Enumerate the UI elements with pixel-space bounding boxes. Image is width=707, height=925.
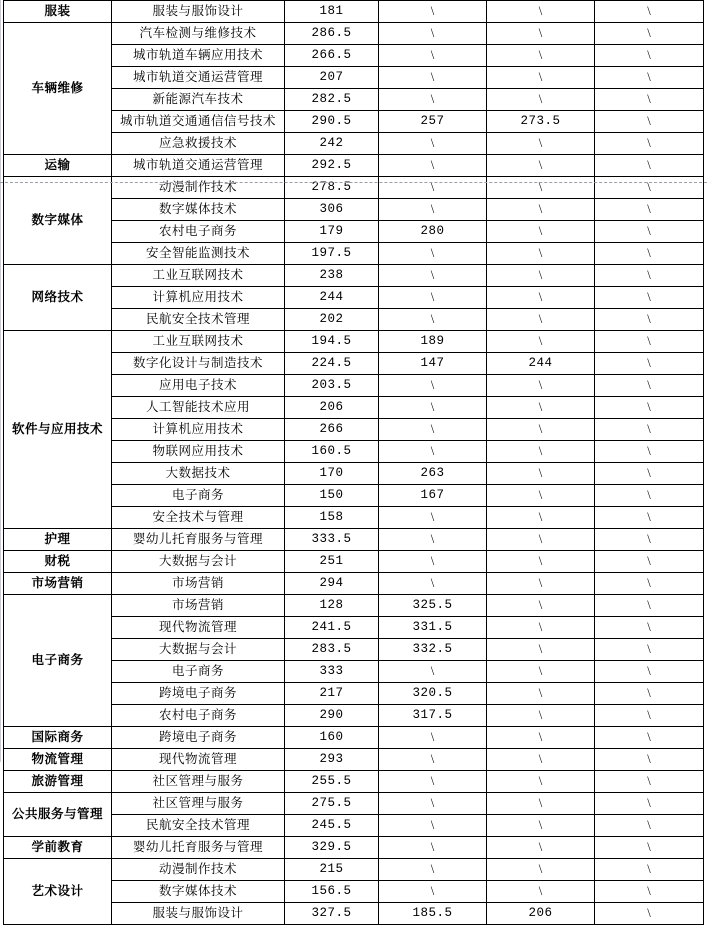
score-cell[interactable]: 158	[285, 507, 379, 529]
score-cell[interactable]: 242	[285, 133, 379, 155]
score-col4-cell[interactable]: \	[379, 67, 487, 89]
score-cell[interactable]: 290	[285, 705, 379, 727]
major-cell[interactable]: 安全技术与管理	[112, 507, 285, 529]
category-cell[interactable]: 公共服务与管理	[4, 793, 112, 837]
score-col6-cell[interactable]: \	[595, 45, 704, 67]
major-cell[interactable]: 物联网应用技术	[112, 441, 285, 463]
score-cell[interactable]: 128	[285, 595, 379, 617]
score-col5-cell[interactable]: \	[487, 463, 595, 485]
score-col5-cell[interactable]: \	[487, 683, 595, 705]
table-row	[4, 793, 704, 815]
score-col6-cell[interactable]: \	[595, 705, 704, 727]
sheet-gutter-left-edge	[0, 0, 1, 762]
score-col5-cell[interactable]: \	[487, 155, 595, 177]
major-cell[interactable]: 民航安全技术管理	[112, 815, 285, 837]
score-col6-cell[interactable]: \	[595, 881, 704, 903]
score-col4-cell[interactable]: \	[379, 529, 487, 551]
score-col4-cell[interactable]: 320.5	[379, 683, 487, 705]
score-col6-cell[interactable]: \	[595, 375, 704, 397]
score-col5-cell[interactable]: \	[487, 551, 595, 573]
score-cell[interactable]: 266	[285, 419, 379, 441]
score-col6-cell[interactable]: \	[595, 309, 704, 331]
major-cell[interactable]: 跨境电子商务	[112, 727, 285, 749]
score-col5-cell[interactable]: \	[487, 397, 595, 419]
major-cell[interactable]: 社区管理与服务	[112, 793, 285, 815]
score-col4-cell[interactable]: \	[379, 771, 487, 793]
score-col4-cell[interactable]: \	[379, 661, 487, 683]
score-col5-cell[interactable]: \	[487, 837, 595, 859]
major-cell[interactable]: 跨境电子商务	[112, 683, 285, 705]
category-cell[interactable]: 国际商务	[4, 727, 112, 749]
table-row	[4, 551, 704, 573]
major-cell[interactable]: 数字媒体技术	[112, 881, 285, 903]
category-cell[interactable]: 车辆维修	[4, 23, 112, 155]
major-cell[interactable]: 新能源汽车技术	[112, 89, 285, 111]
score-col5-cell[interactable]: \	[487, 617, 595, 639]
score-col6-cell[interactable]: \	[595, 485, 704, 507]
category-cell[interactable]: 数字媒体	[4, 177, 112, 265]
score-cell[interactable]: 245.5	[285, 815, 379, 837]
score-cell[interactable]: 333.5	[285, 529, 379, 551]
table-row	[4, 749, 704, 771]
score-col5-cell[interactable]: \	[487, 485, 595, 507]
major-cell[interactable]: 城市轨道交通运营管理	[112, 155, 285, 177]
major-cell[interactable]: 电子商务	[112, 485, 285, 507]
score-cell[interactable]: 179	[285, 221, 379, 243]
score-col5-cell[interactable]: \	[487, 89, 595, 111]
table-row	[4, 23, 704, 45]
score-col5-cell[interactable]: \	[487, 639, 595, 661]
table-row	[4, 595, 704, 617]
major-cell[interactable]: 服装与服饰设计	[112, 1, 285, 23]
score-cell[interactable]: 282.5	[285, 89, 379, 111]
score-col6-cell[interactable]: \	[595, 661, 704, 683]
score-col6-cell[interactable]: \	[595, 133, 704, 155]
score-col4-cell[interactable]: \	[379, 243, 487, 265]
score-cell[interactable]: 293	[285, 749, 379, 771]
score-col4-cell[interactable]: \	[379, 881, 487, 903]
score-col6-cell[interactable]: \	[595, 551, 704, 573]
table-row	[4, 837, 704, 859]
score-cell[interactable]: 224.5	[285, 353, 379, 375]
major-cell[interactable]: 社区管理与服务	[112, 771, 285, 793]
score-col5-cell[interactable]: \	[487, 133, 595, 155]
category-cell[interactable]: 电子商务	[4, 595, 112, 727]
score-col4-cell[interactable]: \	[379, 199, 487, 221]
major-cell[interactable]: 计算机应用技术	[112, 287, 285, 309]
score-col6-cell[interactable]: \	[595, 771, 704, 793]
table-row	[4, 727, 704, 749]
score-col6-cell[interactable]: \	[595, 397, 704, 419]
major-cell[interactable]: 大数据与会计	[112, 639, 285, 661]
score-col5-cell[interactable]: \	[487, 881, 595, 903]
score-col4-cell[interactable]: \	[379, 727, 487, 749]
score-col4-cell[interactable]: 263	[379, 463, 487, 485]
score-col6-cell[interactable]: \	[595, 155, 704, 177]
score-col6-cell[interactable]: \	[595, 23, 704, 45]
score-cell[interactable]: 207	[285, 67, 379, 89]
score-col5-cell[interactable]: \	[487, 375, 595, 397]
score-col5-cell[interactable]: \	[487, 265, 595, 287]
major-cell[interactable]: 汽车检测与维修技术	[112, 23, 285, 45]
score-col6-cell[interactable]: \	[595, 353, 704, 375]
score-cell[interactable]: 203.5	[285, 375, 379, 397]
score-col4-cell[interactable]: 317.5	[379, 705, 487, 727]
score-col5-cell[interactable]: \	[487, 23, 595, 45]
major-cell[interactable]: 大数据与会计	[112, 551, 285, 573]
score-col4-cell[interactable]: \	[379, 45, 487, 67]
score-col4-cell[interactable]: \	[379, 177, 487, 199]
major-cell[interactable]: 工业互联网技术	[112, 265, 285, 287]
major-cell[interactable]: 市场营销	[112, 595, 285, 617]
major-cell[interactable]: 农村电子商务	[112, 705, 285, 727]
score-col6-cell[interactable]: \	[595, 529, 704, 551]
score-col6-cell[interactable]: \	[595, 595, 704, 617]
score-col5-cell[interactable]: \	[487, 727, 595, 749]
major-cell[interactable]: 应急救援技术	[112, 133, 285, 155]
table-row	[4, 265, 704, 287]
score-col4-cell[interactable]: \	[379, 859, 487, 881]
major-cell[interactable]: 民航安全技术管理	[112, 309, 285, 331]
score-col5-cell[interactable]: \	[487, 199, 595, 221]
score-col4-cell[interactable]: \	[379, 419, 487, 441]
score-cell[interactable]: 202	[285, 309, 379, 331]
major-cell[interactable]: 农村电子商务	[112, 221, 285, 243]
score-col6-cell[interactable]: \	[595, 265, 704, 287]
score-col6-cell[interactable]: \	[595, 903, 704, 925]
score-col6-cell[interactable]: \	[595, 749, 704, 771]
score-col4-cell[interactable]: 185.5	[379, 903, 487, 925]
score-cell[interactable]: 197.5	[285, 243, 379, 265]
score-col6-cell[interactable]: \	[595, 573, 704, 595]
score-col5-cell[interactable]: \	[487, 45, 595, 67]
score-cell[interactable]: 294	[285, 573, 379, 595]
category-cell[interactable]: 学前教育	[4, 837, 112, 859]
category-cell[interactable]: 市场营销	[4, 573, 112, 595]
score-col5-cell[interactable]: 244	[487, 353, 595, 375]
score-cell[interactable]: 206	[285, 397, 379, 419]
table-row	[4, 1, 704, 23]
score-col4-cell[interactable]: 332.5	[379, 639, 487, 661]
score-col4-cell[interactable]: \	[379, 133, 487, 155]
major-cell[interactable]: 现代物流管理	[112, 749, 285, 771]
score-cell[interactable]: 275.5	[285, 793, 379, 815]
major-cell[interactable]: 电子商务	[112, 661, 285, 683]
table-body	[4, 1, 704, 925]
score-col4-cell[interactable]: 257	[379, 111, 487, 133]
score-col6-cell[interactable]: \	[595, 683, 704, 705]
score-col6-cell[interactable]: \	[595, 177, 704, 199]
table-row	[4, 177, 704, 199]
score-cell[interactable]: 333	[285, 661, 379, 683]
major-cell[interactable]: 安全智能监测技术	[112, 243, 285, 265]
score-cell[interactable]: 266.5	[285, 45, 379, 67]
major-cell[interactable]: 动漫制作技术	[112, 177, 285, 199]
score-cell[interactable]: 306	[285, 199, 379, 221]
score-col4-cell[interactable]: \	[379, 89, 487, 111]
score-col5-cell[interactable]: \	[487, 419, 595, 441]
major-cell[interactable]: 人工智能技术应用	[112, 397, 285, 419]
score-cell[interactable]: 181	[285, 1, 379, 23]
score-cell[interactable]: 215	[285, 859, 379, 881]
score-col4-cell[interactable]: \	[379, 397, 487, 419]
score-col6-cell[interactable]: \	[595, 221, 704, 243]
score-col4-cell[interactable]: \	[379, 155, 487, 177]
score-col5-cell[interactable]: \	[487, 705, 595, 727]
score-col5-cell[interactable]: 273.5	[487, 111, 595, 133]
score-col6-cell[interactable]: \	[595, 67, 704, 89]
score-col5-cell[interactable]: \	[487, 661, 595, 683]
score-col6-cell[interactable]: \	[595, 331, 704, 353]
score-cell[interactable]: 238	[285, 265, 379, 287]
score-col4-cell[interactable]: 331.5	[379, 617, 487, 639]
category-cell[interactable]: 财税	[4, 551, 112, 573]
score-col5-cell[interactable]: \	[487, 529, 595, 551]
score-col5-cell[interactable]: \	[487, 287, 595, 309]
score-col4-cell[interactable]: \	[379, 309, 487, 331]
category-cell[interactable]: 艺术设计	[4, 859, 112, 925]
score-cell[interactable]: 217	[285, 683, 379, 705]
score-col5-cell[interactable]: \	[487, 221, 595, 243]
score-col5-cell[interactable]: \	[487, 177, 595, 199]
category-cell[interactable]: 物流管理	[4, 749, 112, 771]
score-col5-cell[interactable]: \	[487, 1, 595, 23]
score-col6-cell[interactable]: \	[595, 463, 704, 485]
score-col5-cell[interactable]: \	[487, 243, 595, 265]
major-cell[interactable]: 现代物流管理	[112, 617, 285, 639]
score-col5-cell[interactable]: \	[487, 309, 595, 331]
score-cell[interactable]: 251	[285, 551, 379, 573]
score-col6-cell[interactable]: \	[595, 507, 704, 529]
score-col4-cell[interactable]: \	[379, 375, 487, 397]
score-col6-cell[interactable]: \	[595, 287, 704, 309]
score-col5-cell[interactable]: \	[487, 67, 595, 89]
score-col6-cell[interactable]: \	[595, 243, 704, 265]
score-cell[interactable]: 329.5	[285, 837, 379, 859]
table-row	[4, 859, 704, 881]
major-cell[interactable]: 应用电子技术	[112, 375, 285, 397]
score-col4-cell[interactable]: \	[379, 287, 487, 309]
major-cell[interactable]: 服装与服饰设计	[112, 903, 285, 925]
score-cell[interactable]: 170	[285, 463, 379, 485]
major-cell[interactable]: 大数据技术	[112, 463, 285, 485]
major-cell[interactable]: 婴幼儿托育服务与管理	[112, 529, 285, 551]
major-cell[interactable]: 城市轨道车辆应用技术	[112, 45, 285, 67]
category-cell[interactable]: 网络技术	[4, 265, 112, 331]
score-col6-cell[interactable]: \	[595, 859, 704, 881]
table-row	[4, 529, 704, 551]
score-col5-cell[interactable]: \	[487, 815, 595, 837]
score-col4-cell[interactable]: \	[379, 265, 487, 287]
score-col4-cell[interactable]: \	[379, 23, 487, 45]
score-col6-cell[interactable]: \	[595, 617, 704, 639]
category-cell[interactable]: 护理	[4, 529, 112, 551]
score-col4-cell[interactable]: \	[379, 1, 487, 23]
major-cell[interactable]: 婴幼儿托育服务与管理	[112, 837, 285, 859]
score-cell[interactable]: 283.5	[285, 639, 379, 661]
score-col6-cell[interactable]: \	[595, 419, 704, 441]
score-col5-cell[interactable]: \	[487, 331, 595, 353]
major-cell[interactable]: 城市轨道交通运营管理	[112, 67, 285, 89]
admission-score-table	[3, 0, 704, 925]
score-col4-cell[interactable]: 325.5	[379, 595, 487, 617]
score-col6-cell[interactable]: \	[595, 441, 704, 463]
table-row	[4, 573, 704, 595]
score-col6-cell[interactable]: \	[595, 727, 704, 749]
score-col6-cell[interactable]: \	[595, 111, 704, 133]
score-col6-cell[interactable]: \	[595, 837, 704, 859]
score-col4-cell[interactable]: 189	[379, 331, 487, 353]
score-cell[interactable]: 160	[285, 727, 379, 749]
score-cell[interactable]: 255.5	[285, 771, 379, 793]
score-col4-cell[interactable]: 280	[379, 221, 487, 243]
score-col5-cell[interactable]: \	[487, 573, 595, 595]
score-cell[interactable]: 244	[285, 287, 379, 309]
score-col5-cell[interactable]: \	[487, 507, 595, 529]
major-cell[interactable]: 工业互联网技术	[112, 331, 285, 353]
score-col4-cell[interactable]: 147	[379, 353, 487, 375]
score-cell[interactable]: 194.5	[285, 331, 379, 353]
score-col4-cell[interactable]: \	[379, 551, 487, 573]
score-cell[interactable]: 286.5	[285, 23, 379, 45]
table-row	[4, 331, 704, 353]
major-cell[interactable]: 市场营销	[112, 573, 285, 595]
score-cell[interactable]: 156.5	[285, 881, 379, 903]
major-cell[interactable]: 城市轨道交通通信信号技术	[112, 111, 285, 133]
score-col4-cell[interactable]: \	[379, 573, 487, 595]
score-col6-cell[interactable]: \	[595, 639, 704, 661]
score-col4-cell[interactable]: \	[379, 815, 487, 837]
score-cell[interactable]: 150	[285, 485, 379, 507]
score-col6-cell[interactable]: \	[595, 793, 704, 815]
table-row	[4, 155, 704, 177]
score-col6-cell[interactable]: \	[595, 1, 704, 23]
score-col4-cell[interactable]: \	[379, 507, 487, 529]
score-col5-cell[interactable]: 206	[487, 903, 595, 925]
score-cell[interactable]: 327.5	[285, 903, 379, 925]
score-cell[interactable]: 241.5	[285, 617, 379, 639]
major-cell[interactable]: 计算机应用技术	[112, 419, 285, 441]
score-col5-cell[interactable]: \	[487, 595, 595, 617]
score-col4-cell[interactable]: 167	[379, 485, 487, 507]
score-col5-cell[interactable]: \	[487, 793, 595, 815]
score-col6-cell[interactable]: \	[595, 815, 704, 837]
category-cell[interactable]: 旅游管理	[4, 771, 112, 793]
major-cell[interactable]: 数字媒体技术	[112, 199, 285, 221]
score-col4-cell[interactable]: \	[379, 837, 487, 859]
major-cell[interactable]: 数字化设计与制造技术	[112, 353, 285, 375]
category-cell[interactable]: 运输	[4, 155, 112, 177]
major-cell[interactable]: 动漫制作技术	[112, 859, 285, 881]
category-cell[interactable]: 软件与应用技术	[4, 331, 112, 529]
score-col5-cell[interactable]: \	[487, 859, 595, 881]
score-col5-cell[interactable]: \	[487, 749, 595, 771]
score-col4-cell[interactable]: \	[379, 793, 487, 815]
category-cell[interactable]: 服装	[4, 1, 112, 23]
score-cell[interactable]: 278.5	[285, 177, 379, 199]
score-col6-cell[interactable]: \	[595, 199, 704, 221]
score-col5-cell[interactable]: \	[487, 441, 595, 463]
score-cell[interactable]: 292.5	[285, 155, 379, 177]
score-cell[interactable]: 160.5	[285, 441, 379, 463]
score-col4-cell[interactable]: \	[379, 749, 487, 771]
score-col6-cell[interactable]: \	[595, 89, 704, 111]
score-col5-cell[interactable]: \	[487, 771, 595, 793]
score-cell[interactable]: 290.5	[285, 111, 379, 133]
score-col4-cell[interactable]: \	[379, 441, 487, 463]
table-row	[4, 771, 704, 793]
